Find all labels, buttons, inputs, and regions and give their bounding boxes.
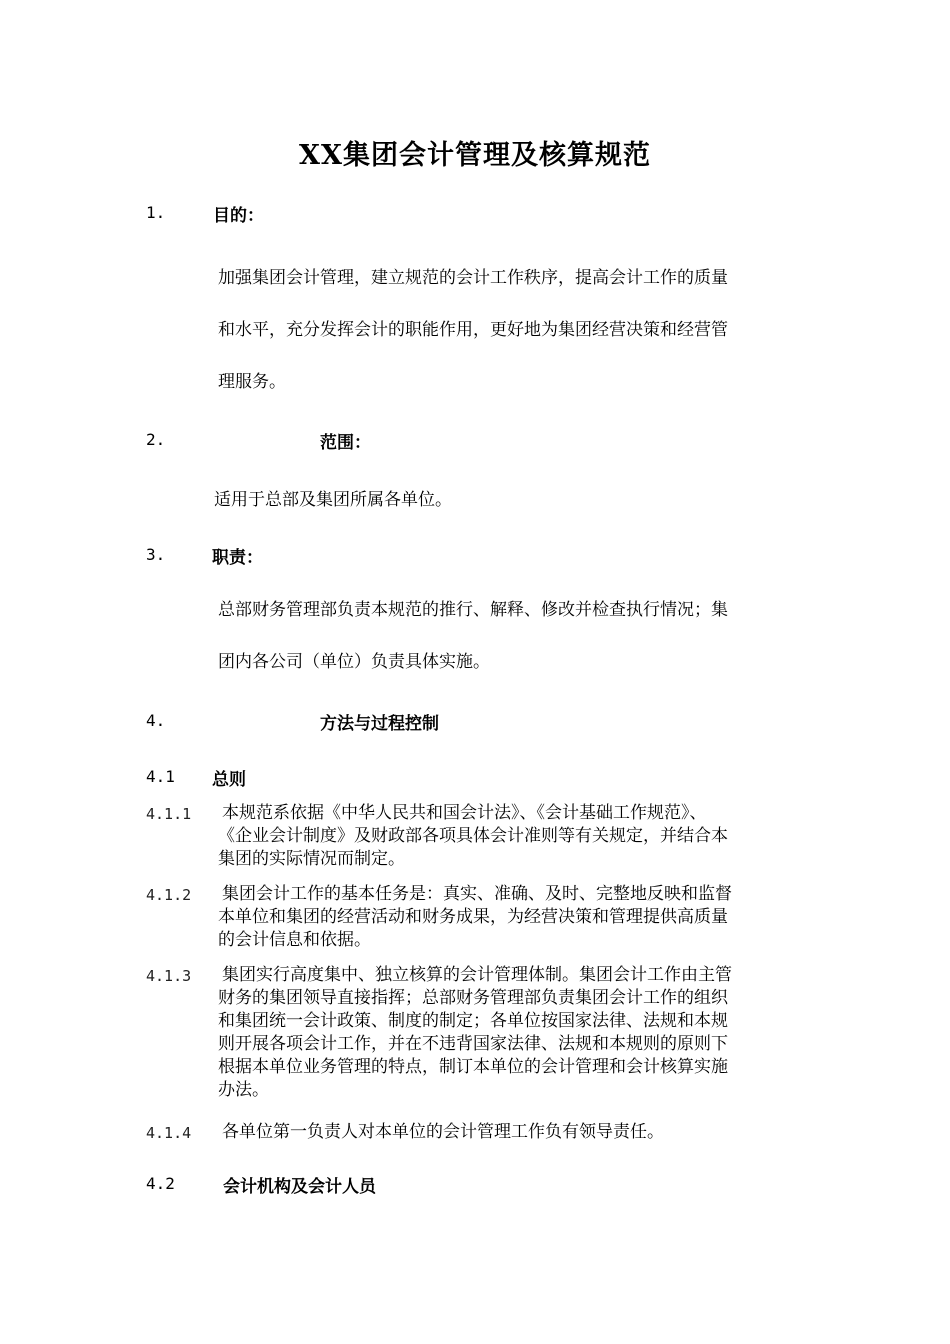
item-line: 的会计信息和依据。: [218, 930, 371, 950]
item-line: 根据本单位业务管理的特点，制订本单位的会计管理和会计核算实施: [218, 1057, 728, 1077]
body-line: 加强集团会计管理，建立规范的会计工作秩序，提高会计工作的质量: [218, 268, 728, 288]
item-line: 集团的实际情况而制定。: [218, 849, 405, 869]
body-line: 和水平，充分发挥会计的职能作用，更好地为集团经营决策和经营管: [218, 320, 728, 340]
section-body: [218, 268, 728, 424]
subsection-heading: 总则: [212, 770, 246, 790]
item-line: 财务的集团领导直接指挥；总部财务管理部负责集团会计工作的组织: [218, 988, 728, 1008]
section-heading: 职责：: [212, 548, 263, 568]
item-line: 本规范系依据《中华人民共和国会计法》、《会计基础工作规范》、: [222, 803, 707, 823]
body-line: 总部财务管理部负责本规范的推行、解释、修改并检查执行情况；集: [218, 600, 728, 620]
section-number: 2.: [146, 430, 166, 449]
item-line: 各单位第一负责人对本单位的会计管理工作负有领导责任。: [222, 1122, 664, 1142]
body-line: 团内各公司（单位）负责具体实施。: [218, 652, 490, 672]
item-number: 4.1.2: [146, 886, 192, 904]
item-line: 集团实行高度集中、独立核算的会计管理体制。集团会计工作由主管: [222, 965, 732, 985]
item-number: 4.1.4: [146, 1124, 192, 1142]
item-line: 则开展各项会计工作，并在不违背国家法律、法规和本规则的原则下: [218, 1034, 728, 1054]
section-body-line: 适用于总部及集团所属各单位。: [214, 490, 452, 510]
subsection-heading: 会计机构及会计人员: [223, 1177, 376, 1197]
item-body: [218, 1121, 664, 1144]
section-number: 3.: [146, 545, 166, 564]
section-heading: 目的：: [213, 206, 264, 226]
subsection-number: 4.2: [146, 1174, 175, 1193]
section-body: [218, 600, 728, 704]
item-line: 和集团统一会计政策、制度的制定；各单位按国家法律、法规和本规: [218, 1011, 728, 1031]
subsection-number: 4.1: [146, 767, 175, 786]
item-line: 集团会计工作的基本任务是：真实、准确、及时、完整地反映和监督: [222, 884, 732, 904]
item-body: [218, 883, 732, 952]
item-line: 本单位和集团的经营活动和财务成果，为经营决策和管理提供高质量: [218, 907, 728, 927]
item-body: [218, 964, 732, 1102]
document-title: XX集团会计管理及核算规范: [299, 140, 651, 171]
item-line: 《企业会计制度》及财政部各项具体会计准则等有关规定，并结合本: [218, 826, 728, 846]
section-number: 1.: [146, 203, 166, 222]
section-heading: 方法与过程控制: [320, 714, 439, 734]
item-number: 4.1.3: [146, 967, 192, 985]
body-line: 理服务。: [218, 372, 286, 392]
item-body: [218, 802, 728, 871]
section-number: 4.: [146, 711, 166, 730]
section-heading: 范围：: [320, 433, 371, 453]
item-number: 4.1.1: [146, 805, 192, 823]
item-line: 办法。: [218, 1080, 269, 1100]
